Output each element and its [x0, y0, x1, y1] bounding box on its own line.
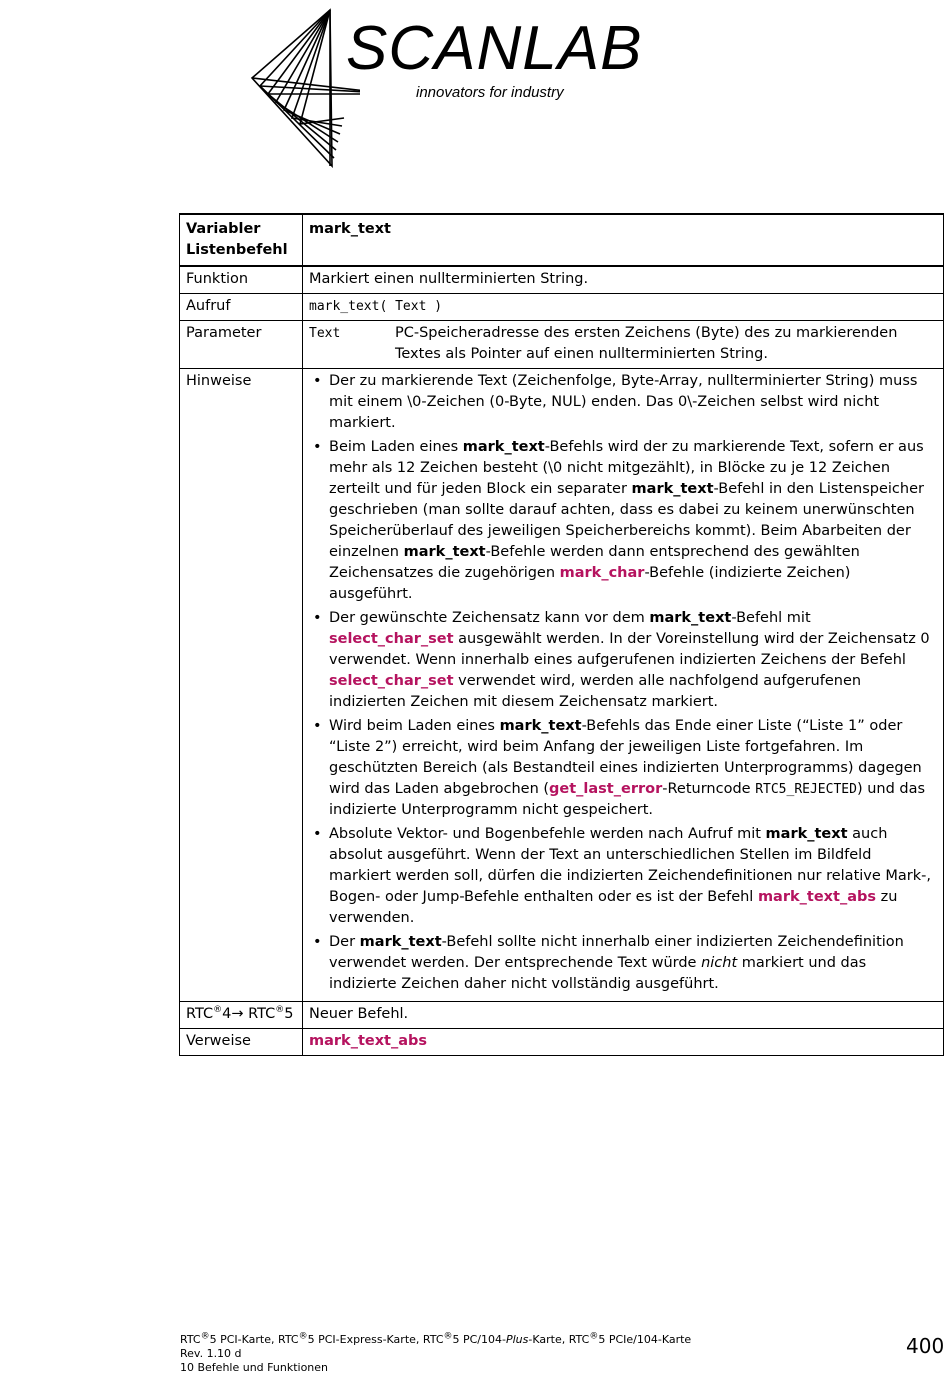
parameter-name: Text: [309, 326, 341, 341]
table-row: [180, 294, 944, 321]
logo-mark-icon: [250, 8, 360, 168]
page-footer: [180, 1333, 691, 1375]
notes-list: [309, 371, 937, 995]
link-get-last-error[interactable]: get_last_error: [549, 781, 663, 797]
scanlab-logo: [250, 8, 710, 168]
notes-cell: [303, 369, 944, 1002]
note-item: • Beim Laden eines mark_text-Befehls wird der zu markierende Text, sofern er aus mehr als 12 Zeichen besteht (\0 nicht mitgezählt), in Blöcke zu je 12 Zeichen zerteilt und für jeden Block ein separater mark_text-Befehl in den Listenspeicher geschrieben (man sollte darauf achten, dass es dabei zu keinem unerwünschten Speicherüberlauf des jeweiligen Speicherbereichs kommt). Beim Abarbeiten der einzelnen mark_text-Befehle werden dann entsprechend des gewählten Zeichensatzes die zugehörigen mark_char-Befehle (indizierte Zeichen) ausgeführt.: [309, 437, 937, 605]
table-row: [180, 214, 944, 266]
table-row: [180, 1002, 944, 1029]
command-name: mark_text: [303, 214, 944, 266]
command-type-label: [180, 214, 303, 266]
function-label: Funktion: [180, 266, 303, 294]
notes-label: Hinweise: [180, 369, 303, 1002]
command-table: [179, 213, 944, 1056]
link-mark-text-abs[interactable]: mark_text_abs: [757, 889, 876, 905]
references-label: Verweise: [180, 1029, 303, 1056]
parameter-description: PC-Speicheradresse des ersten Zeichens (Byte) des zu markierenden Textes als Pointer auf einen nullterminierten String.: [395, 325, 898, 362]
function-text: Markiert einen nullterminierten String.: [303, 266, 944, 294]
link-mark-text-abs[interactable]: mark_text_abs: [309, 1033, 428, 1049]
link-select-char-set[interactable]: select_char_set: [329, 631, 454, 647]
call-text: mark_text( Text ): [303, 294, 944, 321]
table-row: [180, 369, 944, 1002]
references-cell: [303, 1029, 944, 1056]
parameter-label: Parameter: [180, 321, 303, 369]
table-row: [180, 266, 944, 294]
note-item: • Wird beim Laden eines mark_text-Befehls das Ende einer Liste (“Liste 1” oder “Liste 2”) erreicht, wird beim Anfang der jeweiligen Liste fortgefahren. Im geschützten Bereich (als Bestandteil eines indizierten Unterprogramms) dagegen wird das Laden abgebrochen (get_last_error-Returncode RTC5_REJECTED) und das indizierte Unterprogramm nicht gespeichert.: [309, 716, 937, 821]
logo-brand: SCANLAB: [346, 14, 643, 83]
parameter-cell: [303, 321, 944, 369]
note-item: • Der gewünschte Zeichensatz kann vor dem mark_text-Befehl mit select_char_set ausgewählt werden. In der Voreinstellung wird der Zeichensatz 0 verwendet. Wenn innerhalb eines aufgerufenen indizierten Zeichens der Befehl select_char_set verwendet wird, werden alle nachfolgend aufgerufenen indizierten Zeichen mit diesem Zeichensatz markiert.: [309, 608, 937, 713]
logo-tagline: innovators for industry: [416, 84, 564, 101]
rtc-version-label: RTC®4→ RTC®5: [180, 1002, 303, 1029]
link-mark-char[interactable]: mark_char: [559, 565, 645, 581]
table-row: [180, 321, 944, 369]
link-select-char-set[interactable]: select_char_set: [329, 673, 454, 689]
table-row: [180, 1029, 944, 1056]
footer-revision: Rev. 1.10 d: [180, 1347, 242, 1360]
footer-products: RTC®5 PCI-Karte, RTC®5 PCI-Express-Karte, RTC®5 PC/104-Plus-Karte, RTC®5 PCIe/104-Karte: [180, 1331, 692, 1346]
command-type-line2: Listenbefehl: [186, 242, 288, 258]
note-item: • Der zu markierende Text (Zeichenfolge, Byte-Array, nullterminierter String) muss mit einem \0-Zeichen (0-Byte, NUL) enden. Das 0\-Zeichen selbst wird nicht markiert.: [309, 371, 937, 434]
call-label: Aufruf: [180, 294, 303, 321]
page-number: 400: [906, 1334, 945, 1358]
note-item: • Der mark_text-Befehl sollte nicht innerhalb einer indizierten Zeichendefinition verwendet werden. Der entsprechende Text würde nicht markiert und das indizierte Zeichen daher nicht vollständig ausgeführt.: [309, 932, 937, 995]
command-type-line1: Variabler: [186, 221, 261, 237]
note-item: • Absolute Vektor- und Bogenbefehle werden nach Aufruf mit mark_text auch absolut ausgeführt. Wenn der Text an unterschiedlichen Stellen im Bildfeld markiert werden soll, dürfen die indizierten Zeichendefinitionen nur relative Mark-, Bogen- oder Jump-Befehle enthalten oder es ist der Befehl mark_text_abs zu verwenden.: [309, 824, 937, 929]
rtc-version-text: Neuer Befehl.: [303, 1002, 944, 1029]
footer-chapter: 10 Befehle und Funktionen: [180, 1361, 329, 1374]
